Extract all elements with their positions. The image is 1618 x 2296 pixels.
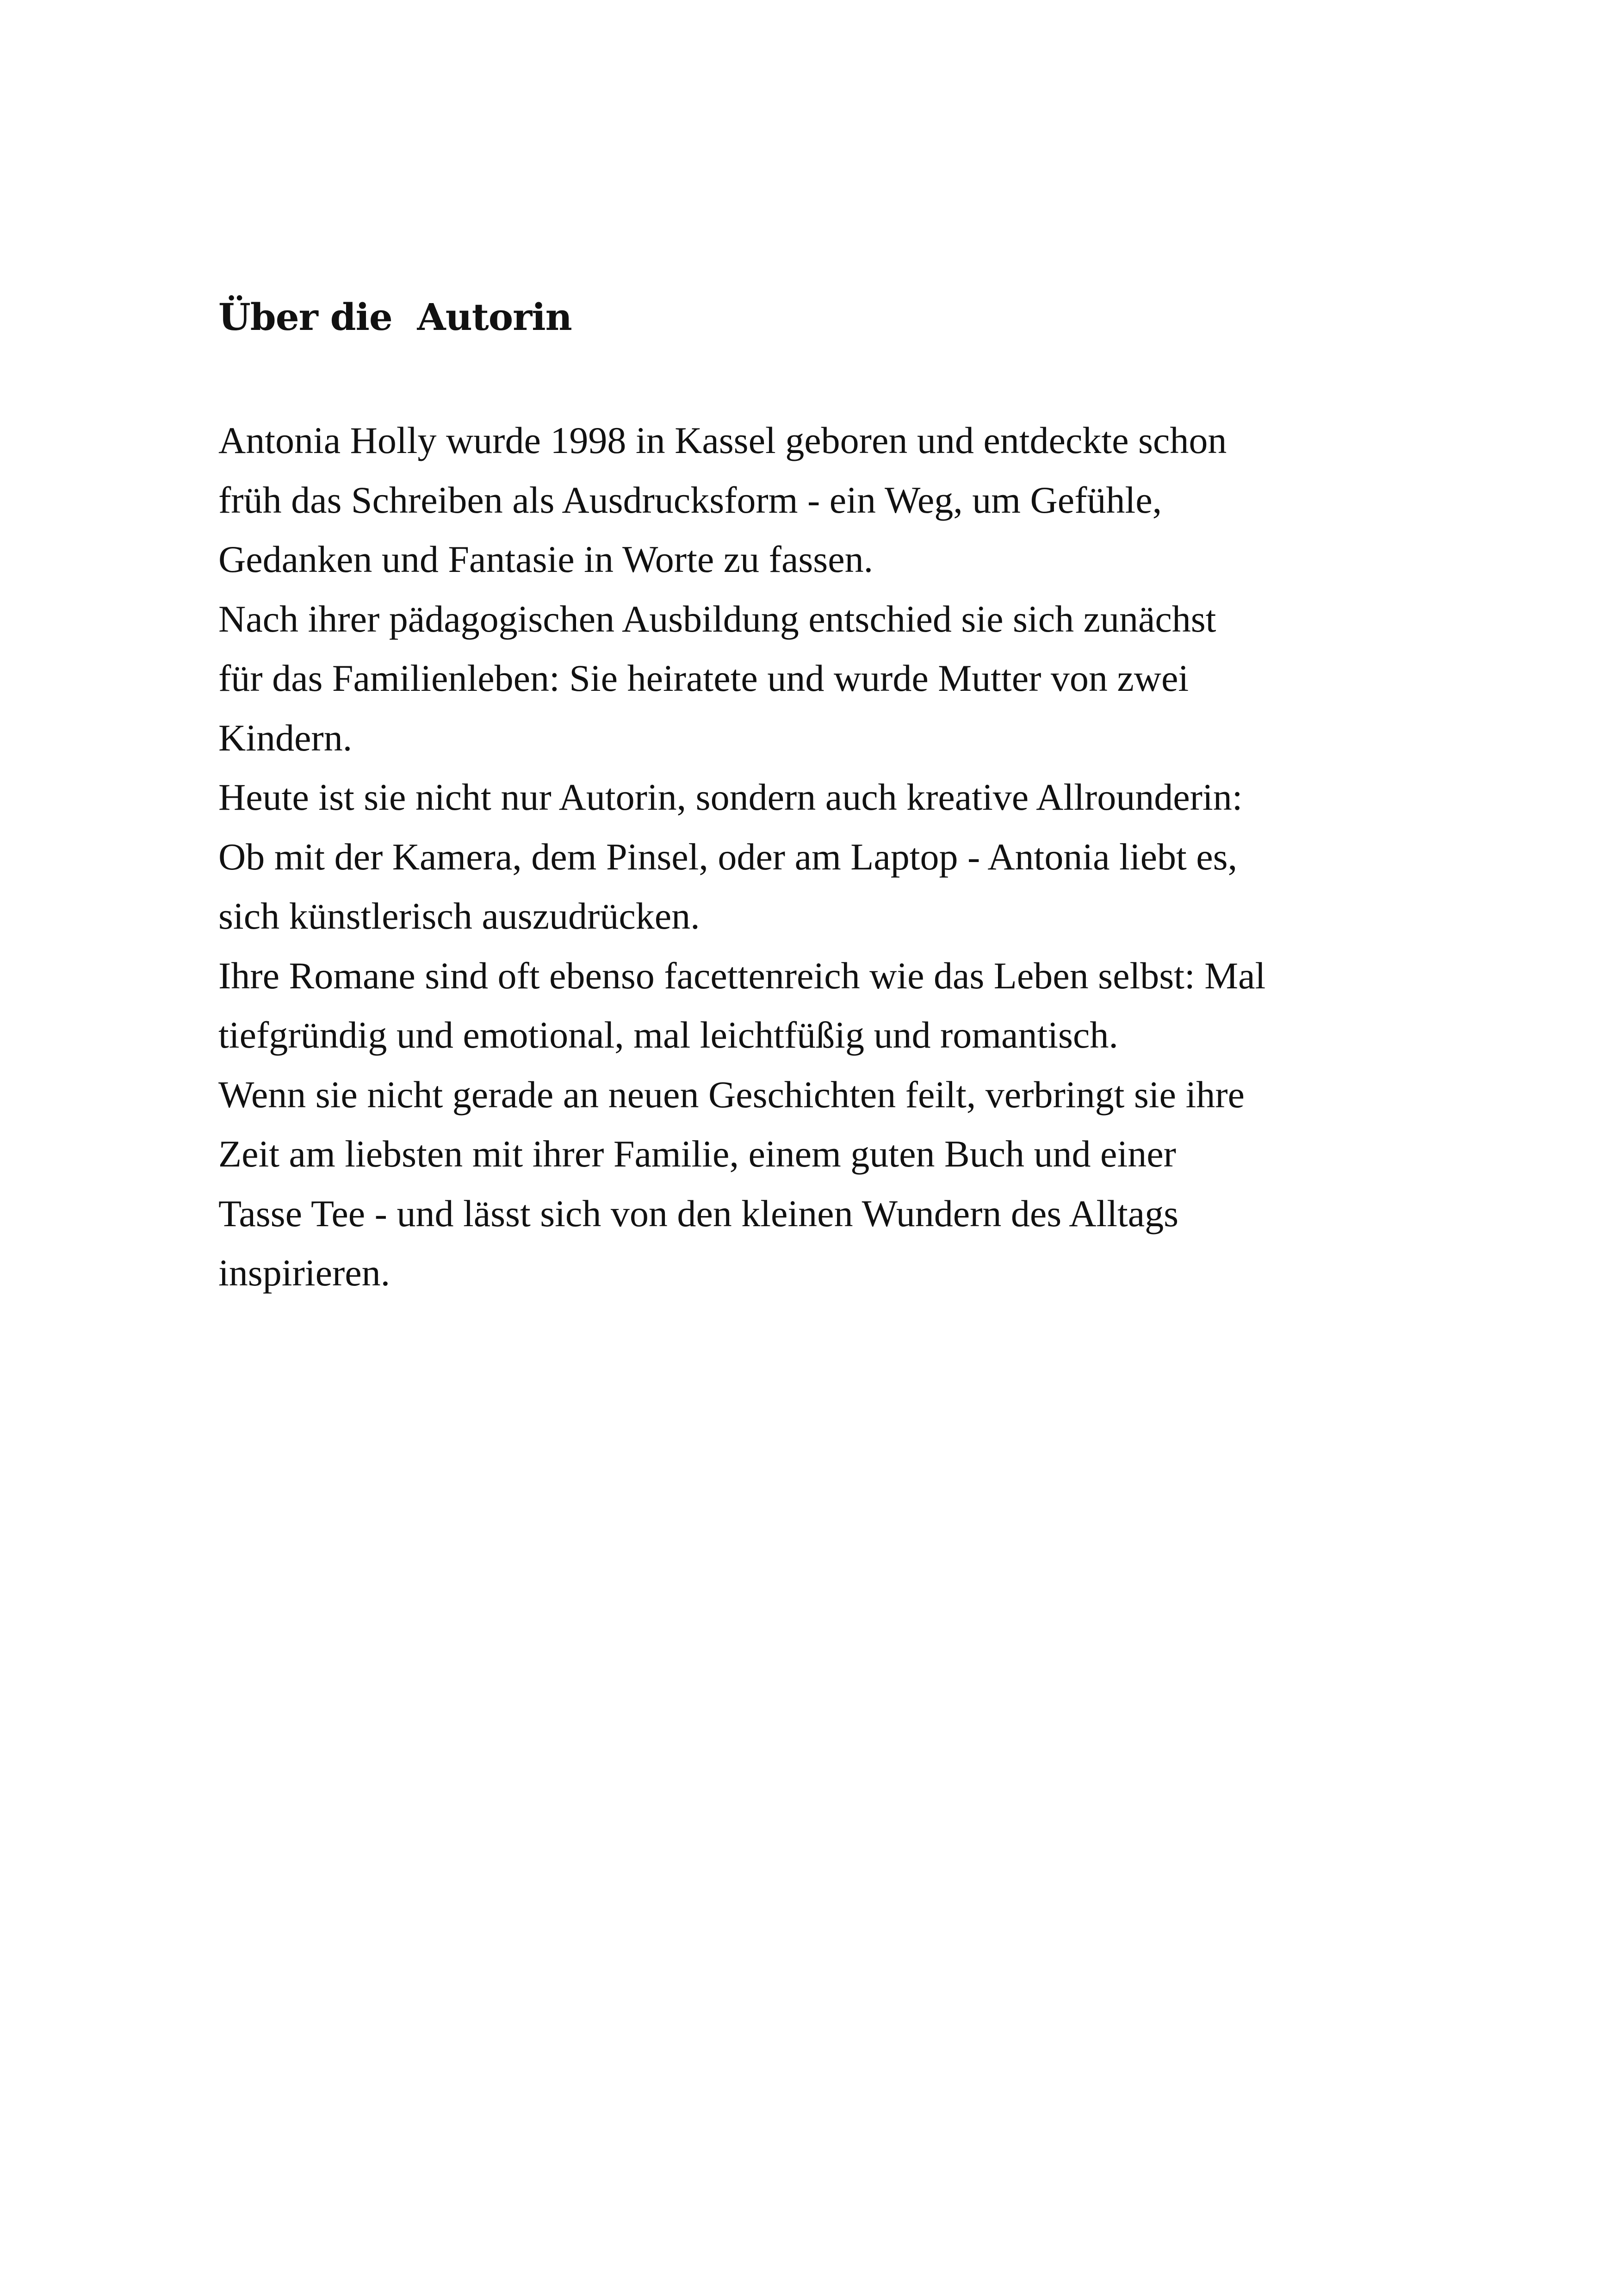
paragraph (218, 768, 1468, 946)
text-line: Ihre Romane sind oft ebenso facettenreich wie das Leben selbst: Mal (218, 954, 1266, 997)
paragraph (218, 1065, 1468, 1303)
text-line: für das Familienleben: Sie heiratete und wurde Mutter von zwei (218, 657, 1189, 699)
paragraph (218, 946, 1468, 1065)
text-line: Tasse Tee - und lässt sich von den kleinen Wundern des Alltags (218, 1192, 1179, 1235)
text-line: früh das Schreiben als Ausdrucksform - ein Weg, um Gefühle, (218, 478, 1162, 521)
text-line: Nach ihrer pädagogischen Ausbildung entschied sie sich zunächst (218, 597, 1216, 640)
text-line: sich künstlerisch auszudrücken. (218, 895, 700, 937)
author-bio (218, 411, 1468, 1303)
page-heading: Über die Autorin (218, 295, 572, 339)
text-line: Gedanken und Fantasie in Worte zu fassen. (218, 538, 874, 580)
text-line: Antonia Holly wurde 1998 in Kassel geboren und entdeckte schon (218, 419, 1227, 461)
text-line: Ob mit der Kamera, dem Pinsel, oder am Laptop - Antonia liebt es, (218, 835, 1238, 878)
text-line: Heute ist sie nicht nur Autorin, sondern auch kreative Allrounderin: (218, 776, 1243, 818)
paragraph (218, 590, 1468, 768)
paragraph (218, 411, 1468, 590)
text-line: tiefgründig und emotional, mal leichtfüßig und romantisch. (218, 1014, 1118, 1056)
text-line: Zeit am liebsten mit ihrer Familie, einem guten Buch und einer (218, 1133, 1176, 1175)
text-line: Kindern. (218, 716, 353, 759)
text-line: Wenn sie nicht gerade an neuen Geschichten feilt, verbringt sie ihre (218, 1073, 1245, 1116)
text-line: inspirieren. (218, 1252, 391, 1294)
